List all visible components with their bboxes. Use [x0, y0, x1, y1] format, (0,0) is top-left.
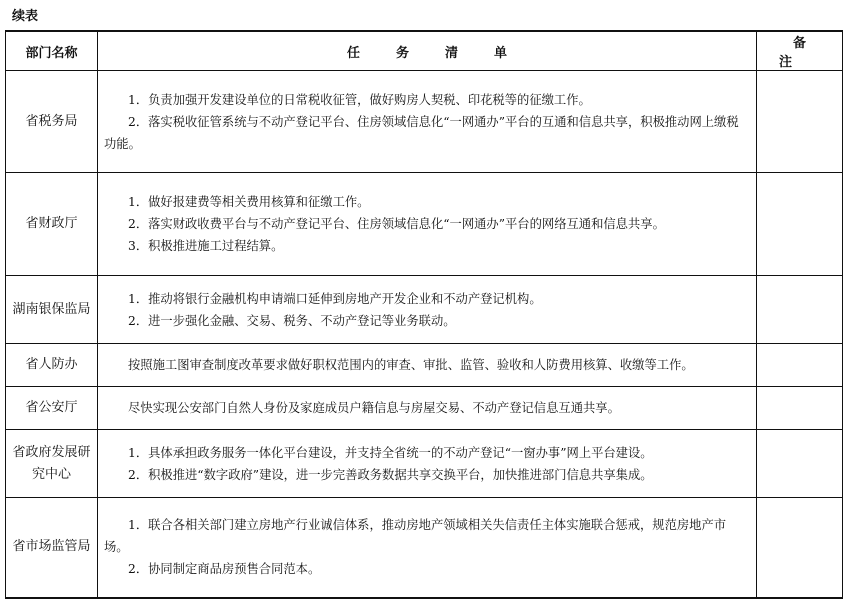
header-department: 部门名称: [6, 31, 98, 71]
remarks-cell: [757, 71, 843, 173]
remarks-cell: [757, 387, 843, 430]
department-cell: 省政府发展研究中心: [6, 430, 98, 498]
header-remarks: [757, 31, 843, 71]
task-item: 尽快实现公安部门自然人身份及家庭成员户籍信息与房屋交易、不动产登记信息互通共享。: [128, 401, 620, 415]
department-cell: 省公安厅: [6, 387, 98, 430]
department-cell: 省税务局: [6, 71, 98, 173]
task-item: 1．做好报建费等相关费用核算和征缴工作。: [128, 195, 370, 209]
table-row: [6, 498, 843, 598]
task-item: 3．积极推进施工过程结算。: [128, 239, 284, 253]
header-tasks: [98, 31, 757, 71]
task-item: 2．落实财政收费平台与不动产登记平台、住房领域信息化“一网通办”平台的网络互通和信息共享。: [128, 217, 665, 231]
header-row: [6, 31, 843, 71]
remarks-cell: [757, 498, 843, 598]
tasks-cell: [98, 430, 757, 498]
tasks-cell: [98, 344, 757, 387]
table-row: [6, 276, 843, 344]
task-item: 1．具体承担政务服务一体化平台建设，并支持全省统一的不动产登记“一窗办事”网上平台建设。: [128, 445, 653, 460]
tasks-cell: [98, 387, 757, 430]
header-tasks-label: 任务清单: [346, 45, 543, 61]
header-remarks-label: 备注: [778, 36, 834, 70]
remarks-cell: [757, 344, 843, 387]
task-item: 2．协同制定商品房预售合同范本。: [128, 562, 321, 577]
department-cell: 省市场监管局: [6, 498, 98, 598]
department-cell: 省人防办: [6, 344, 98, 387]
remarks-cell: [757, 276, 843, 344]
tasks-cell: [98, 71, 757, 173]
table-caption: 续表: [12, 9, 39, 24]
table-row: [6, 387, 843, 430]
remarks-cell: [757, 173, 843, 276]
task-table: [5, 30, 843, 599]
task-item: 按照施工图审查制度改革要求做好职权范围内的审查、审批、监管、验收和人防费用核算、收缴等工作。: [128, 358, 694, 372]
department-cell: 省财政厅: [6, 173, 98, 276]
table-row: [6, 173, 843, 276]
tasks-cell: [98, 498, 757, 598]
task-item: 1．推动将银行金融机构申请端口延伸到房地产开发企业和不动产登记机构。: [128, 291, 542, 306]
task-item: 2．积极推进“数字政府”建设，进一步完善政务数据共享交换平台，加快推进部门信息共享集成。: [128, 467, 653, 482]
remarks-cell: [757, 430, 843, 498]
table-row: [6, 71, 843, 173]
tasks-cell: [98, 276, 757, 344]
task-item: 1．负责加强开发建设单位的日常税收征管，做好购房人契税、印花税等的征缴工作。: [128, 92, 591, 107]
task-item: 2．落实税收征管系统与不动产登记平台、住房领域信息化“一网通办”平台的互通和信息共享，积极推动网上缴税功能。: [104, 114, 739, 151]
task-item: 1．联合各相关部门建立房地产行业诚信体系，推动房地产领域相关失信责任主体实施联合惩戒，规范房地产市场。: [104, 518, 727, 555]
tasks-cell: [98, 173, 757, 276]
table-row: [6, 344, 843, 387]
department-cell: 湖南银保监局: [6, 276, 98, 344]
task-item: 2．进一步强化金融、交易、税务、不动产登记等业务联动。: [128, 313, 456, 328]
table-row: [6, 430, 843, 498]
